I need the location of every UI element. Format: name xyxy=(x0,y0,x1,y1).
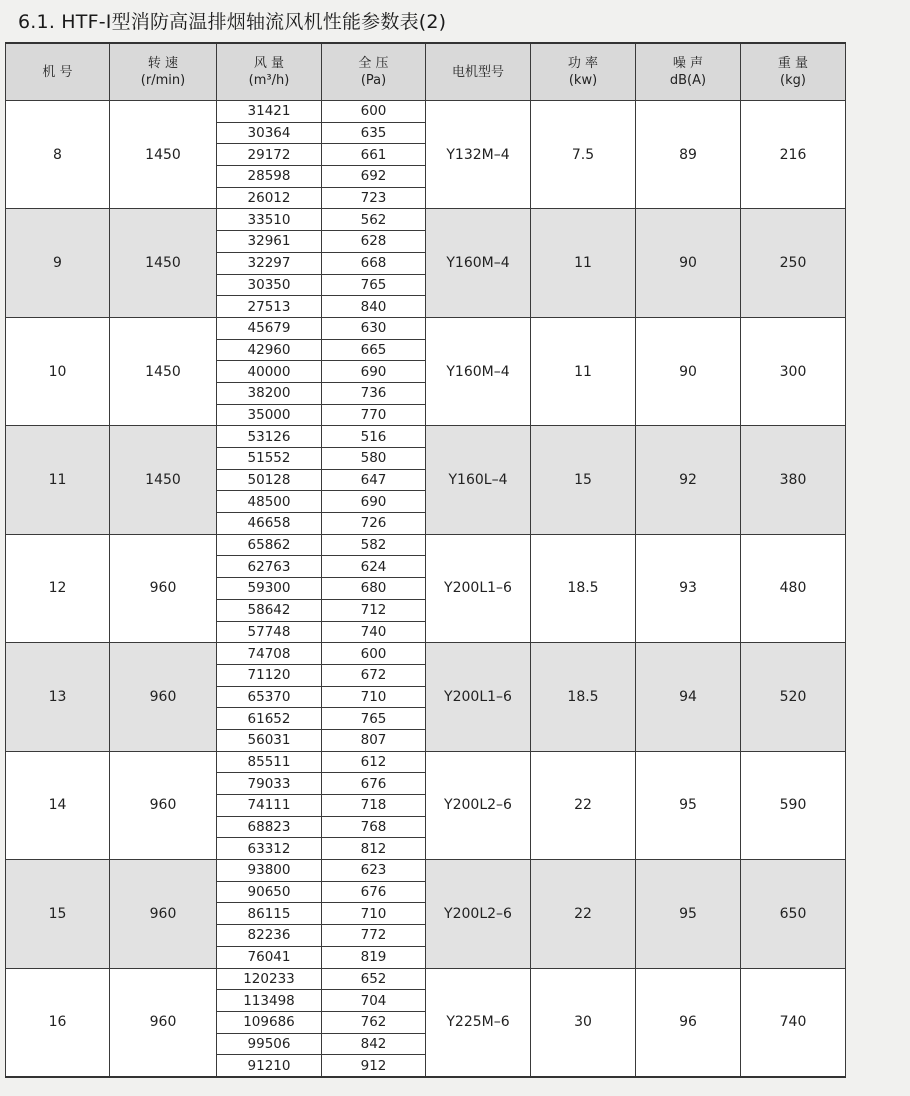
pressure-cell: 704 xyxy=(322,990,426,1012)
table-row xyxy=(6,968,846,990)
fan-group xyxy=(6,209,846,317)
air-volume-cell: 109686 xyxy=(217,1011,322,1033)
model-no-cell: 14 xyxy=(6,751,110,859)
air-volume-cell: 99506 xyxy=(217,1033,322,1055)
speed-cell: 1450 xyxy=(110,101,217,209)
power-cell: 30 xyxy=(531,968,636,1077)
air-volume-cell: 59300 xyxy=(217,578,322,600)
model-no-cell: 12 xyxy=(6,534,110,642)
pressure-cell: 628 xyxy=(322,231,426,253)
pressure-cell: 676 xyxy=(322,881,426,903)
air-volume-cell: 93800 xyxy=(217,860,322,882)
pressure-cell: 718 xyxy=(322,795,426,817)
pressure-cell: 768 xyxy=(322,816,426,838)
pressure-cell: 562 xyxy=(322,209,426,231)
model-no-cell: 15 xyxy=(6,860,110,968)
weight-cell: 380 xyxy=(741,426,846,534)
weight-cell: 216 xyxy=(741,101,846,209)
fan-group xyxy=(6,101,846,209)
noise-cell: 95 xyxy=(636,860,741,968)
air-volume-cell: 62763 xyxy=(217,556,322,578)
motor-model-cell: Y225M–6 xyxy=(426,968,531,1077)
noise-cell: 90 xyxy=(636,209,741,317)
pressure-cell: 772 xyxy=(322,925,426,947)
table-row xyxy=(6,209,846,231)
noise-cell: 95 xyxy=(636,751,741,859)
header-air-volume xyxy=(217,43,322,101)
weight-cell: 590 xyxy=(741,751,846,859)
motor-model-cell: Y160L–4 xyxy=(426,426,531,534)
pressure-cell: 726 xyxy=(322,513,426,535)
model-no-cell: 13 xyxy=(6,643,110,751)
weight-cell: 300 xyxy=(741,317,846,425)
pressure-cell: 635 xyxy=(322,122,426,144)
fan-group xyxy=(6,860,846,968)
header-power xyxy=(531,43,636,101)
air-volume-cell: 56031 xyxy=(217,729,322,751)
pressure-cell: 765 xyxy=(322,274,426,296)
power-cell: 15 xyxy=(531,426,636,534)
air-volume-cell: 71120 xyxy=(217,664,322,686)
air-volume-cell: 30364 xyxy=(217,122,322,144)
header-label: 噪 声 xyxy=(672,56,704,71)
header-unit: (kw) xyxy=(568,73,598,88)
pressure-cell: 819 xyxy=(322,946,426,968)
speed-cell: 960 xyxy=(110,968,217,1077)
pressure-cell: 690 xyxy=(322,491,426,513)
noise-cell: 90 xyxy=(636,317,741,425)
power-cell: 11 xyxy=(531,209,636,317)
air-volume-cell: 35000 xyxy=(217,404,322,426)
air-volume-cell: 28598 xyxy=(217,166,322,188)
model-no-cell: 10 xyxy=(6,317,110,425)
header-unit: (kg) xyxy=(780,73,806,88)
power-cell: 22 xyxy=(531,751,636,859)
speed-cell: 1450 xyxy=(110,209,217,317)
pressure-cell: 612 xyxy=(322,751,426,773)
pressure-cell: 912 xyxy=(322,1055,426,1077)
weight-cell: 250 xyxy=(741,209,846,317)
pressure-cell: 665 xyxy=(322,339,426,361)
air-volume-cell: 53126 xyxy=(217,426,322,448)
header-label: 电机型号 xyxy=(451,64,504,80)
air-volume-cell: 79033 xyxy=(217,773,322,795)
table-row xyxy=(6,317,846,339)
pressure-cell: 710 xyxy=(322,686,426,708)
air-volume-cell: 31421 xyxy=(217,101,322,123)
fan-group xyxy=(6,317,846,425)
table-header xyxy=(6,43,846,101)
header-label: 机 号 xyxy=(42,64,73,80)
pressure-cell: 723 xyxy=(322,187,426,209)
pressure-cell: 630 xyxy=(322,317,426,339)
model-no-cell: 8 xyxy=(6,101,110,209)
noise-cell: 94 xyxy=(636,643,741,751)
pressure-cell: 807 xyxy=(322,729,426,751)
pressure-cell: 652 xyxy=(322,968,426,990)
motor-model-cell: Y200L2–6 xyxy=(426,860,531,968)
table-row xyxy=(6,426,846,448)
pressure-cell: 770 xyxy=(322,404,426,426)
air-volume-cell: 45679 xyxy=(217,317,322,339)
pressure-cell: 582 xyxy=(322,534,426,556)
power-cell: 18.5 xyxy=(531,643,636,751)
fan-performance-table xyxy=(5,42,846,1078)
air-volume-cell: 120233 xyxy=(217,968,322,990)
speed-cell: 960 xyxy=(110,534,217,642)
power-cell: 7.5 xyxy=(531,101,636,209)
pressure-cell: 668 xyxy=(322,252,426,274)
air-volume-cell: 30350 xyxy=(217,274,322,296)
pressure-cell: 516 xyxy=(322,426,426,448)
header-label: 风 量 xyxy=(253,56,285,71)
motor-model-cell: Y200L1–6 xyxy=(426,534,531,642)
fan-group xyxy=(6,968,846,1077)
header-total-pressure xyxy=(322,43,426,101)
header-label: 重 量 xyxy=(777,56,809,71)
air-volume-cell: 65862 xyxy=(217,534,322,556)
air-volume-cell: 26012 xyxy=(217,187,322,209)
motor-model-cell: Y160M–4 xyxy=(426,209,531,317)
noise-cell: 89 xyxy=(636,101,741,209)
table-row xyxy=(6,101,846,123)
header-motor-model xyxy=(426,43,531,101)
weight-cell: 650 xyxy=(741,860,846,968)
air-volume-cell: 65370 xyxy=(217,686,322,708)
air-volume-cell: 38200 xyxy=(217,382,322,404)
weight-cell: 740 xyxy=(741,968,846,1077)
air-volume-cell: 32961 xyxy=(217,231,322,253)
pressure-cell: 710 xyxy=(322,903,426,925)
power-cell: 22 xyxy=(531,860,636,968)
air-volume-cell: 74708 xyxy=(217,643,322,665)
pressure-cell: 680 xyxy=(322,578,426,600)
header-label: 全 压 xyxy=(358,56,389,71)
air-volume-cell: 61652 xyxy=(217,708,322,730)
noise-cell: 96 xyxy=(636,968,741,1077)
pressure-cell: 740 xyxy=(322,621,426,643)
air-volume-cell: 32297 xyxy=(217,252,322,274)
pressure-cell: 661 xyxy=(322,144,426,166)
air-volume-cell: 63312 xyxy=(217,838,322,860)
air-volume-cell: 82236 xyxy=(217,925,322,947)
table-row xyxy=(6,534,846,556)
weight-cell: 520 xyxy=(741,643,846,751)
air-volume-cell: 46658 xyxy=(217,513,322,535)
pressure-cell: 842 xyxy=(322,1033,426,1055)
air-volume-cell: 51552 xyxy=(217,448,322,470)
air-volume-cell: 74111 xyxy=(217,795,322,817)
pressure-cell: 736 xyxy=(322,382,426,404)
motor-model-cell: Y200L1–6 xyxy=(426,643,531,751)
header-unit: dB(A) xyxy=(669,73,707,88)
header-speed xyxy=(110,43,217,101)
model-no-cell: 16 xyxy=(6,968,110,1077)
air-volume-cell: 90650 xyxy=(217,881,322,903)
pressure-cell: 672 xyxy=(322,664,426,686)
header-noise xyxy=(636,43,741,101)
air-volume-cell: 91210 xyxy=(217,1055,322,1077)
model-no-cell: 9 xyxy=(6,209,110,317)
speed-cell: 1450 xyxy=(110,317,217,425)
pressure-cell: 623 xyxy=(322,860,426,882)
air-volume-cell: 113498 xyxy=(217,990,322,1012)
pressure-cell: 600 xyxy=(322,643,426,665)
speed-cell: 1450 xyxy=(110,426,217,534)
motor-model-cell: Y132M–4 xyxy=(426,101,531,209)
pressure-cell: 812 xyxy=(322,838,426,860)
pressure-cell: 676 xyxy=(322,773,426,795)
power-cell: 11 xyxy=(531,317,636,425)
header-label: 功 率 xyxy=(567,56,599,71)
noise-cell: 93 xyxy=(636,534,741,642)
pressure-cell: 712 xyxy=(322,599,426,621)
header-unit: (m³/h) xyxy=(248,73,290,88)
fan-group xyxy=(6,534,846,642)
pressure-cell: 600 xyxy=(322,101,426,123)
air-volume-cell: 33510 xyxy=(217,209,322,231)
header-weight xyxy=(741,43,846,101)
table-row xyxy=(6,860,846,882)
air-volume-cell: 50128 xyxy=(217,469,322,491)
air-volume-cell: 76041 xyxy=(217,946,322,968)
pressure-cell: 840 xyxy=(322,296,426,318)
pressure-cell: 762 xyxy=(322,1011,426,1033)
pressure-cell: 624 xyxy=(322,556,426,578)
fan-group xyxy=(6,426,846,534)
noise-cell: 92 xyxy=(636,426,741,534)
air-volume-cell: 86115 xyxy=(217,903,322,925)
pressure-cell: 647 xyxy=(322,469,426,491)
air-volume-cell: 68823 xyxy=(217,816,322,838)
header-unit: (Pa) xyxy=(360,73,387,88)
table-row xyxy=(6,643,846,665)
motor-model-cell: Y160M–4 xyxy=(426,317,531,425)
air-volume-cell: 85511 xyxy=(217,751,322,773)
air-volume-cell: 48500 xyxy=(217,491,322,513)
weight-cell: 480 xyxy=(741,534,846,642)
air-volume-cell: 27513 xyxy=(217,296,322,318)
header-unit: (r/min) xyxy=(140,73,186,88)
page-title: 6.1. HTF-Ⅰ型消防高温排烟轴流风机性能参数表(2) xyxy=(18,11,447,33)
fan-group xyxy=(6,751,846,859)
pressure-cell: 690 xyxy=(322,361,426,383)
air-volume-cell: 57748 xyxy=(217,621,322,643)
fan-group xyxy=(6,643,846,751)
air-volume-cell: 29172 xyxy=(217,144,322,166)
speed-cell: 960 xyxy=(110,860,217,968)
speed-cell: 960 xyxy=(110,751,217,859)
power-cell: 18.5 xyxy=(531,534,636,642)
air-volume-cell: 40000 xyxy=(217,361,322,383)
speed-cell: 960 xyxy=(110,643,217,751)
pressure-cell: 580 xyxy=(322,448,426,470)
header-label: 转 速 xyxy=(147,56,179,71)
table-row xyxy=(6,751,846,773)
pressure-cell: 692 xyxy=(322,166,426,188)
model-no-cell: 11 xyxy=(6,426,110,534)
air-volume-cell: 58642 xyxy=(217,599,322,621)
header-model-no xyxy=(6,43,110,101)
air-volume-cell: 42960 xyxy=(217,339,322,361)
motor-model-cell: Y200L2–6 xyxy=(426,751,531,859)
pressure-cell: 765 xyxy=(322,708,426,730)
